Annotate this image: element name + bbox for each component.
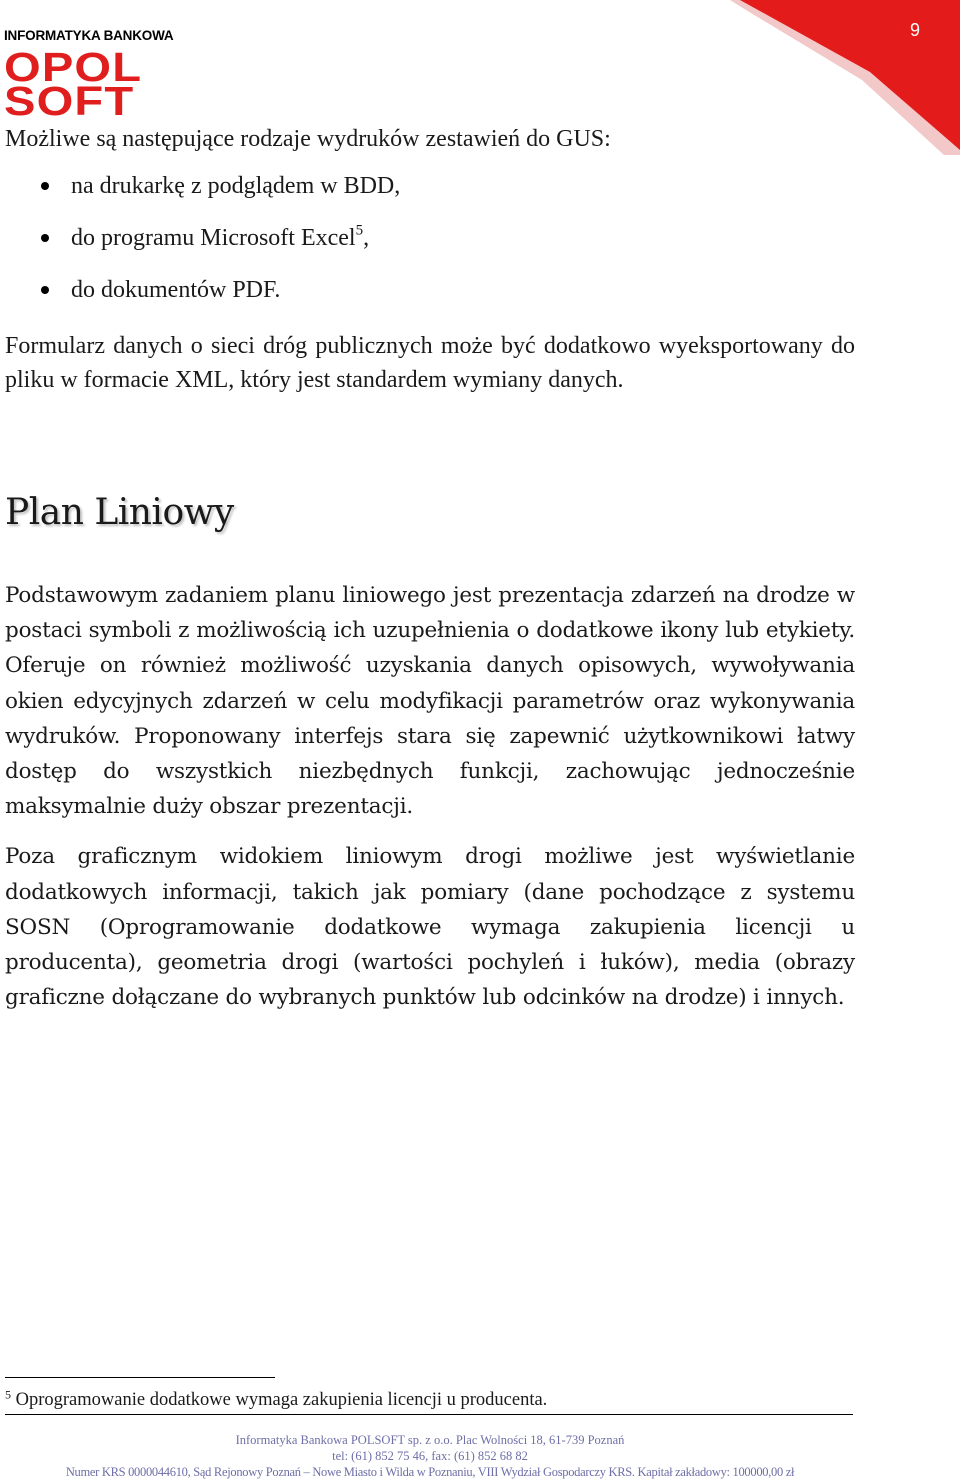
logo-wordmark-bottom: SOFT <box>4 78 135 124</box>
section-paragraph-2: Poza graficznym widokiem liniowym drogi możliwe jest wyświetlanie dodatkowych informacji, takich jak pomiary (dane pochodzące z systemu SOSN (Oprogramowanie dodatkowe wymaga zakupienia licencji u producenta), geometria drogi (wartości pochyleń i łuków), media (obrazy graficzne dołączane do wybranych punktów lub odcinków na drodze) i innych. <box>5 844 855 1011</box>
bullet-icon <box>41 234 49 242</box>
section-heading: Plan Liniowy <box>5 492 234 533</box>
page-number: 9 <box>909 20 920 40</box>
intro-section <box>5 122 855 316</box>
logo-wordmark-top: OPOL <box>4 44 143 90</box>
page-footer <box>0 1432 860 1480</box>
footnote-separator <box>5 1377 275 1378</box>
company-logo <box>4 28 174 124</box>
list-item: na drukarkę z podglądem w BDD, <box>5 160 855 212</box>
footnote-number: 5 <box>5 1387 11 1402</box>
footnote-text: Oprogramowanie dodatkowe wymaga zakupienia licencji u producenta. <box>15 1390 548 1410</box>
footer-contact: tel: (61) 852 75 46, fax: (61) 852 68 82 <box>332 1449 528 1463</box>
list-item: do dokumentów PDF. <box>5 264 855 316</box>
lead-paragraph: Możliwe są następujące rodzaje wydruków zestawień do GUS: <box>5 126 611 152</box>
footnote <box>5 1388 547 1412</box>
list-item: do programu Microsoft Excel$^5$, <box>5 212 855 264</box>
footer-company-address: Informatyka Bankowa POLSOFT sp. z o.o. Plac Wolności 18, 61-739 Poznań <box>235 1433 625 1447</box>
print-options-list <box>5 160 855 316</box>
section-paragraph-1: Podstawowym zadaniem planu liniowego jest prezentacja zdarzeń na drodze w postaci symboli z możliwością ich uzupełnienia o dodatkowe ikony lub etykiety. Oferuje on również możliwość uzyskania danych opisowych, wywoływania okien edycyjnych zdarzeń w celu modyfikacji parametrów oraz wykonywania wydruków. Proponowany interfejs stara się zapewnić użytkownikowi łatwy dostęp do wszystkich niezbędnych funkcji, zachowując jednocześnie maksymalnie duży obszar prezentacji. <box>5 583 855 820</box>
footnote-ref: 5 <box>355 222 364 239</box>
bullet-icon <box>41 182 49 190</box>
bullet-icon <box>41 286 49 294</box>
footer-separator <box>5 1414 853 1415</box>
footer-registration: Numer KRS 0000044610, Sąd Rejonowy Poznań – Nowe Miasto i Wilda w Poznaniu, VIII Wydział Gospodarczy KRS. Kapitał zakładowy: 100000,00 zł <box>65 1465 795 1479</box>
export-paragraph: Formularz danych o sieci dróg publicznych może być dodatkowo wyeksportowany do pliku w formacie XML, który jest standardem wymiany danych. <box>5 333 855 393</box>
logo-tagline: INFORMATYKA BANKOWA <box>4 28 174 43</box>
